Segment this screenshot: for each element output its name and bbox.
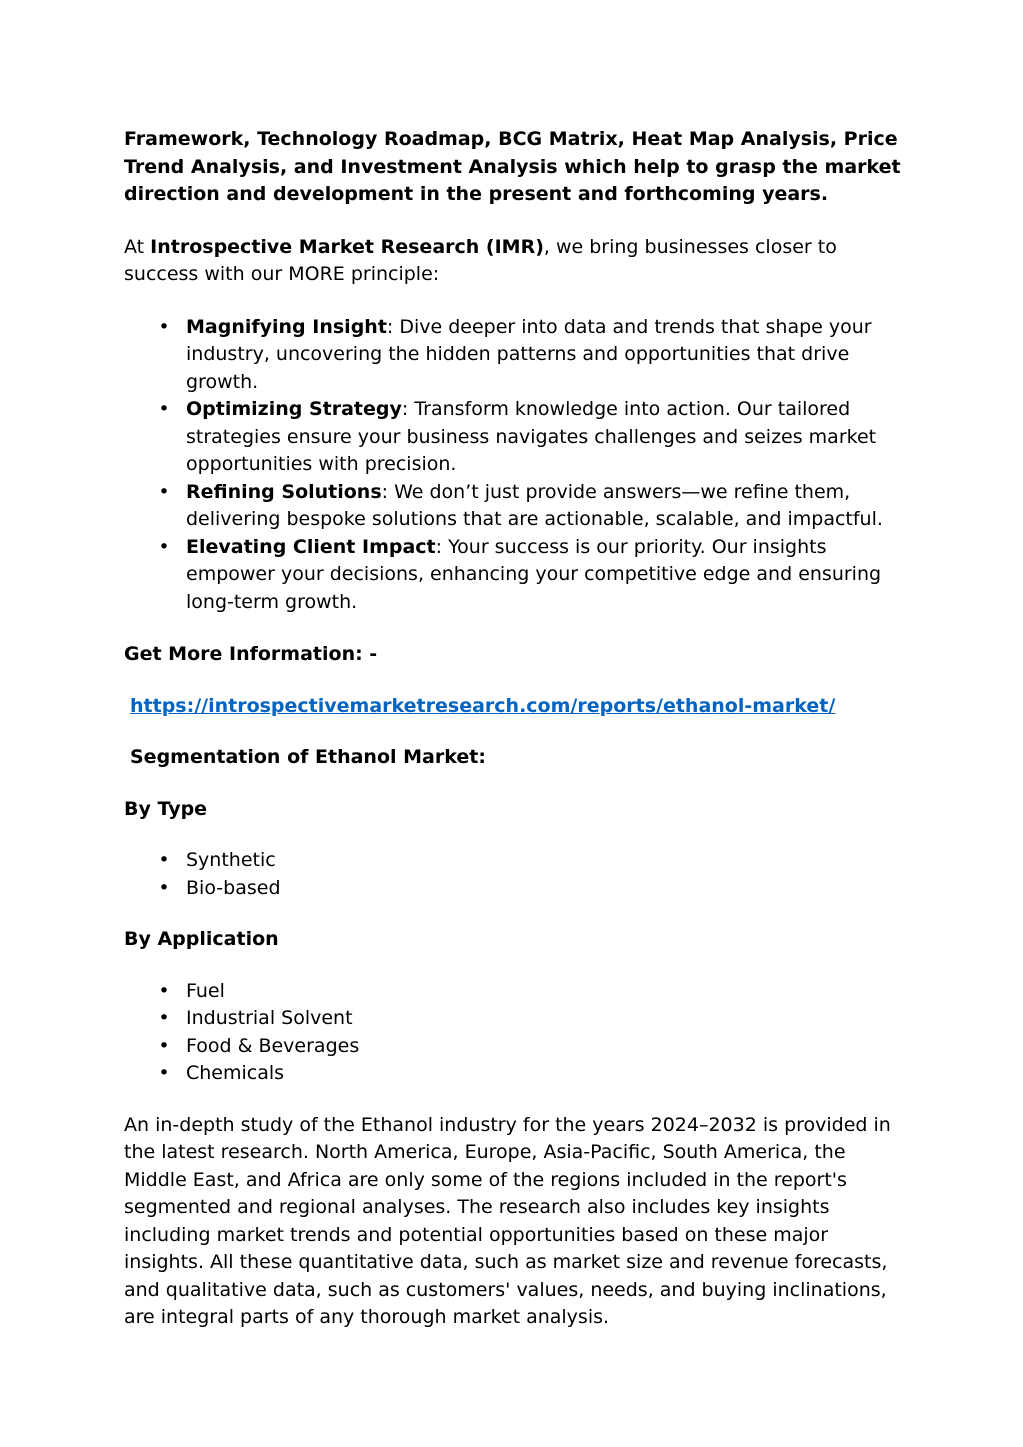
list-item — [124, 1060, 904, 1088]
principle-text: : We don’t just provide answers—we refine them, delivering bespoke solutions that are actionable, scalable, and impactful. — [186, 480, 883, 530]
intro-paragraph: Framework, Technology Roadmap, BCG Matrix, Heat Map Analysis, Price Trend Analysis, and Investment Analysis which help to grasp the market direction and development in the present and forthcoming years. — [124, 128, 901, 205]
segmentation-title: Segmentation of Ethanol Market: — [130, 746, 486, 768]
by-type-heading: By Type — [124, 797, 208, 820]
imr-company-name: Introspective Market Research (IMR) — [150, 235, 544, 258]
application-item: Fuel — [186, 979, 225, 1002]
list-item — [124, 978, 904, 1006]
bullet-icon: • — [158, 849, 170, 871]
bullet-icon: • — [158, 535, 170, 558]
application-item: Chemicals — [186, 1062, 285, 1084]
list-item — [124, 847, 904, 875]
list-item — [124, 875, 904, 903]
principle-title: Optimizing Strategy — [186, 398, 402, 420]
list-item — [124, 1033, 904, 1061]
by-application-heading: By Application — [124, 928, 279, 950]
principle-title: Refining Solutions — [186, 480, 382, 503]
principle-title: Magnifying Insight — [186, 315, 387, 338]
principle-title: Elevating Client Impact — [186, 535, 436, 558]
more-principles-list — [124, 314, 904, 617]
imr-suffix: , we bring businesses closer to success with our MORE principle: — [124, 235, 837, 285]
by-type-list — [124, 847, 904, 902]
list-item — [124, 314, 904, 397]
application-item: Industrial Solvent — [186, 1007, 353, 1029]
list-item — [124, 396, 904, 479]
closing-paragraph: An in-depth study of the Ethanol industry for the years 2024–2032 is provided in the latest research. North America, Europe, Asia-Pacific, South America, the Middle East, and Africa are only some of the regions included in the report's segmented and regional analyses. The research also includes key insights including market trends and potential opportunities based on these major insights. All these quantitative data, such as market size and revenue forecasts, and qualitative data, such as customers' values, needs, and buying inclinations, are integral parts of any thorough market analysis. — [124, 1113, 891, 1328]
bullet-icon: • — [158, 876, 170, 899]
more-info-label: Get More Information: - — [124, 643, 378, 665]
bullet-icon: • — [158, 315, 170, 338]
report-link[interactable]: https://introspectivemarketresearch.com/reports/ethanol-market/ — [130, 694, 836, 717]
list-item — [124, 534, 904, 617]
by-application-list — [124, 978, 904, 1088]
principle-text: : Your success is our priority. Our insights empower your decisions, enhancing your competitive edge and ensuring long-term growth. — [186, 535, 882, 613]
bullet-icon: • — [158, 1034, 170, 1057]
principle-text: : Transform knowledge into action. Our tailored strategies ensure your business navigates challenges and seizes market opportunities with precision. — [186, 398, 877, 475]
imr-prefix: At — [124, 235, 151, 258]
imr-paragraph — [124, 234, 904, 289]
list-item — [124, 1005, 904, 1033]
bullet-icon: • — [158, 979, 170, 1002]
bullet-icon: • — [158, 1007, 170, 1029]
report-link-paragraph — [124, 693, 904, 721]
bullet-icon: • — [158, 480, 170, 503]
document-page — [124, 126, 904, 1332]
bullet-icon: • — [158, 398, 170, 420]
principle-text: : Dive deeper into data and trends that shape your industry, uncovering the hidden patterns and opportunities that drive growth. — [186, 315, 872, 393]
list-item — [124, 479, 904, 534]
type-item: Bio-based — [186, 876, 281, 899]
application-item: Food & Beverages — [186, 1034, 360, 1057]
type-item: Synthetic — [186, 849, 276, 871]
bullet-icon: • — [158, 1062, 170, 1084]
